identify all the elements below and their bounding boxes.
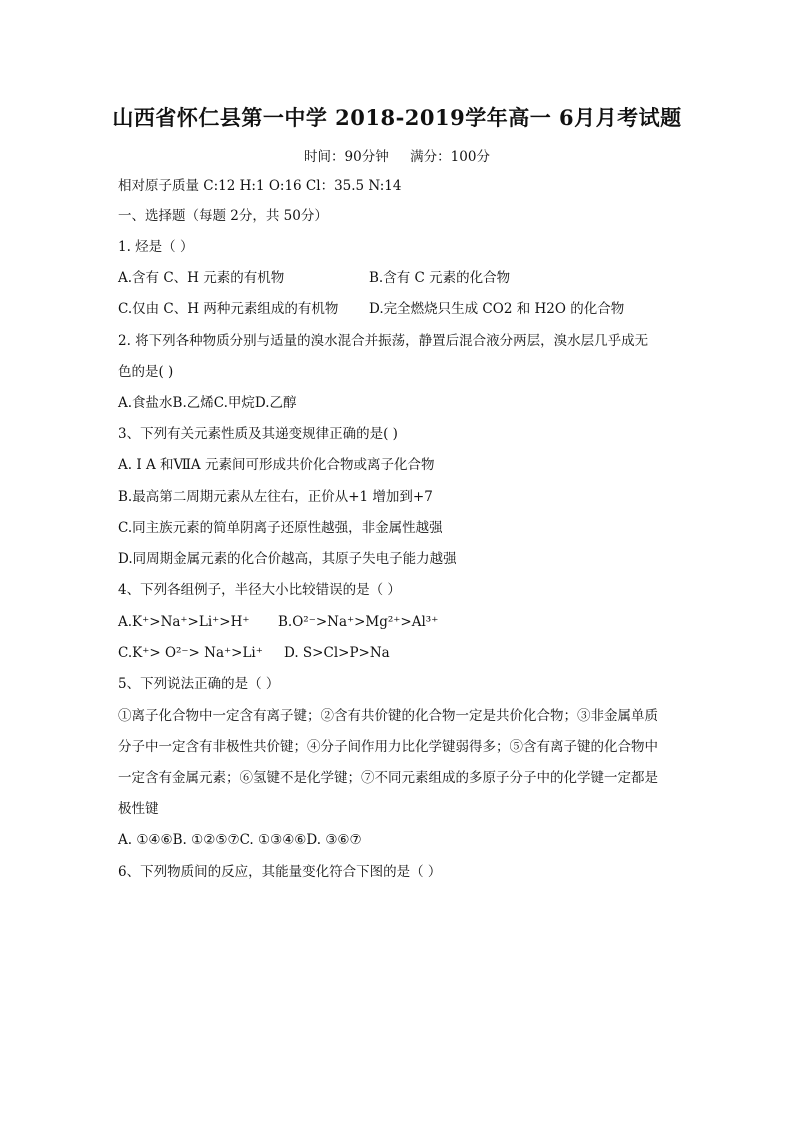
q2-option-d: D.乙醇 [254,395,297,411]
q2-options [118,393,297,413]
q2-stem-line2: 色的是( ) [118,364,174,380]
q5-option-d: D. ③⑥⑦ [306,832,362,848]
q1-stem: 1. 烃是（ ） [118,239,194,255]
q3-option-d: D.同周期金属元素的化合价越高，其原子失电子能力越强 [118,551,457,567]
q1-options-row1 [118,268,510,288]
exam-subtitle: 时间：90分钟 满分：100分 [304,149,490,165]
q3-option-b: B.最高第二周期元素从左往右，正价从+1 增加到+7 [118,489,433,505]
q5-options [118,830,362,850]
q4-option-d: D. S>Cl>P>Na [284,645,390,661]
q5-option-a: A. ①④⑥ [118,832,173,848]
atomic-mass-line: 相对原子质量 C:12 H:1 O:16 Cl：35.5 N:14 [118,178,402,194]
q5-statement-line1: ①离子化合物中一定含有离子键；②含有共价键的化合物一定是共价化合物；③非金属单质 [118,708,658,724]
q5-statement-line3: 一定含有金属元素；⑥氢键不是化学键；⑦不同元素组成的多原子分子中的化学键一定都是 [118,770,658,786]
q2-option-b: B.乙烯 [172,395,214,411]
q2-stem-line1: 2. 将下列各种物质分别与适量的溴水混合并振荡，静置后混合液分两层，溴水层几乎成无 [118,333,649,349]
exam-title: 山西省怀仁县第一中学 2018-2019学年高一 6月月考试题 [112,105,682,130]
q3-stem: 3、下列有关元素性质及其递变规律正确的是( ) [118,426,398,442]
q4-stem: 4、下列各组例子，半径大小比较错误的是（ ） [118,582,401,598]
q4-option-c: C.K⁺> O²⁻> Na⁺>Li⁺ [118,645,263,661]
q6-stem: 6、下列物质间的反应，其能量变化符合下图的是（ ） [118,864,442,880]
q4-options-row1 [118,612,438,632]
q4-option-b: B.O²⁻>Na⁺>Mg²⁺>Al³⁺ [278,614,439,630]
q3-option-a: A. Ⅰ A 和ⅦA 元素间可形成共价化合物或离子化合物 [118,457,435,473]
q3-option-c: C.同主族元素的简单阴离子还原性越强，非金属性越强 [118,520,443,536]
q5-stem: 5、下列说法正确的是（ ） [118,676,280,692]
q4-option-a: A.K⁺>Na⁺>Li⁺>H⁺ [118,614,250,630]
q4-options-row2 [118,643,390,663]
q2-option-c: C.甲烷 [213,395,255,411]
q1-option-c: C.仅由 C、H 两种元素组成的有机物 [118,301,339,317]
q5-option-c: C. ①③④⑥ [239,832,307,848]
section-heading: 一、选择题（每题 2分，共 50分） [118,208,328,224]
q5-option-b: B. ①②⑤⑦ [172,832,240,848]
q1-option-b: B.含有 C 元素的化合物 [369,270,511,286]
q1-option-d: D.完全燃烧只生成 CO2 和 H2O 的化合物 [369,301,625,317]
q5-statement-line4: 极性键 [118,801,159,817]
q2-option-a: A.食盐水 [118,395,173,411]
q5-statement-line2: 分子中一定含有非极性共价键；④分子间作用力比化学键弱得多；⑤含有离子键的化合物中 [118,739,658,755]
q1-option-a: A.含有 C、H 元素的有机物 [118,270,285,286]
q1-options-row2 [118,299,624,319]
